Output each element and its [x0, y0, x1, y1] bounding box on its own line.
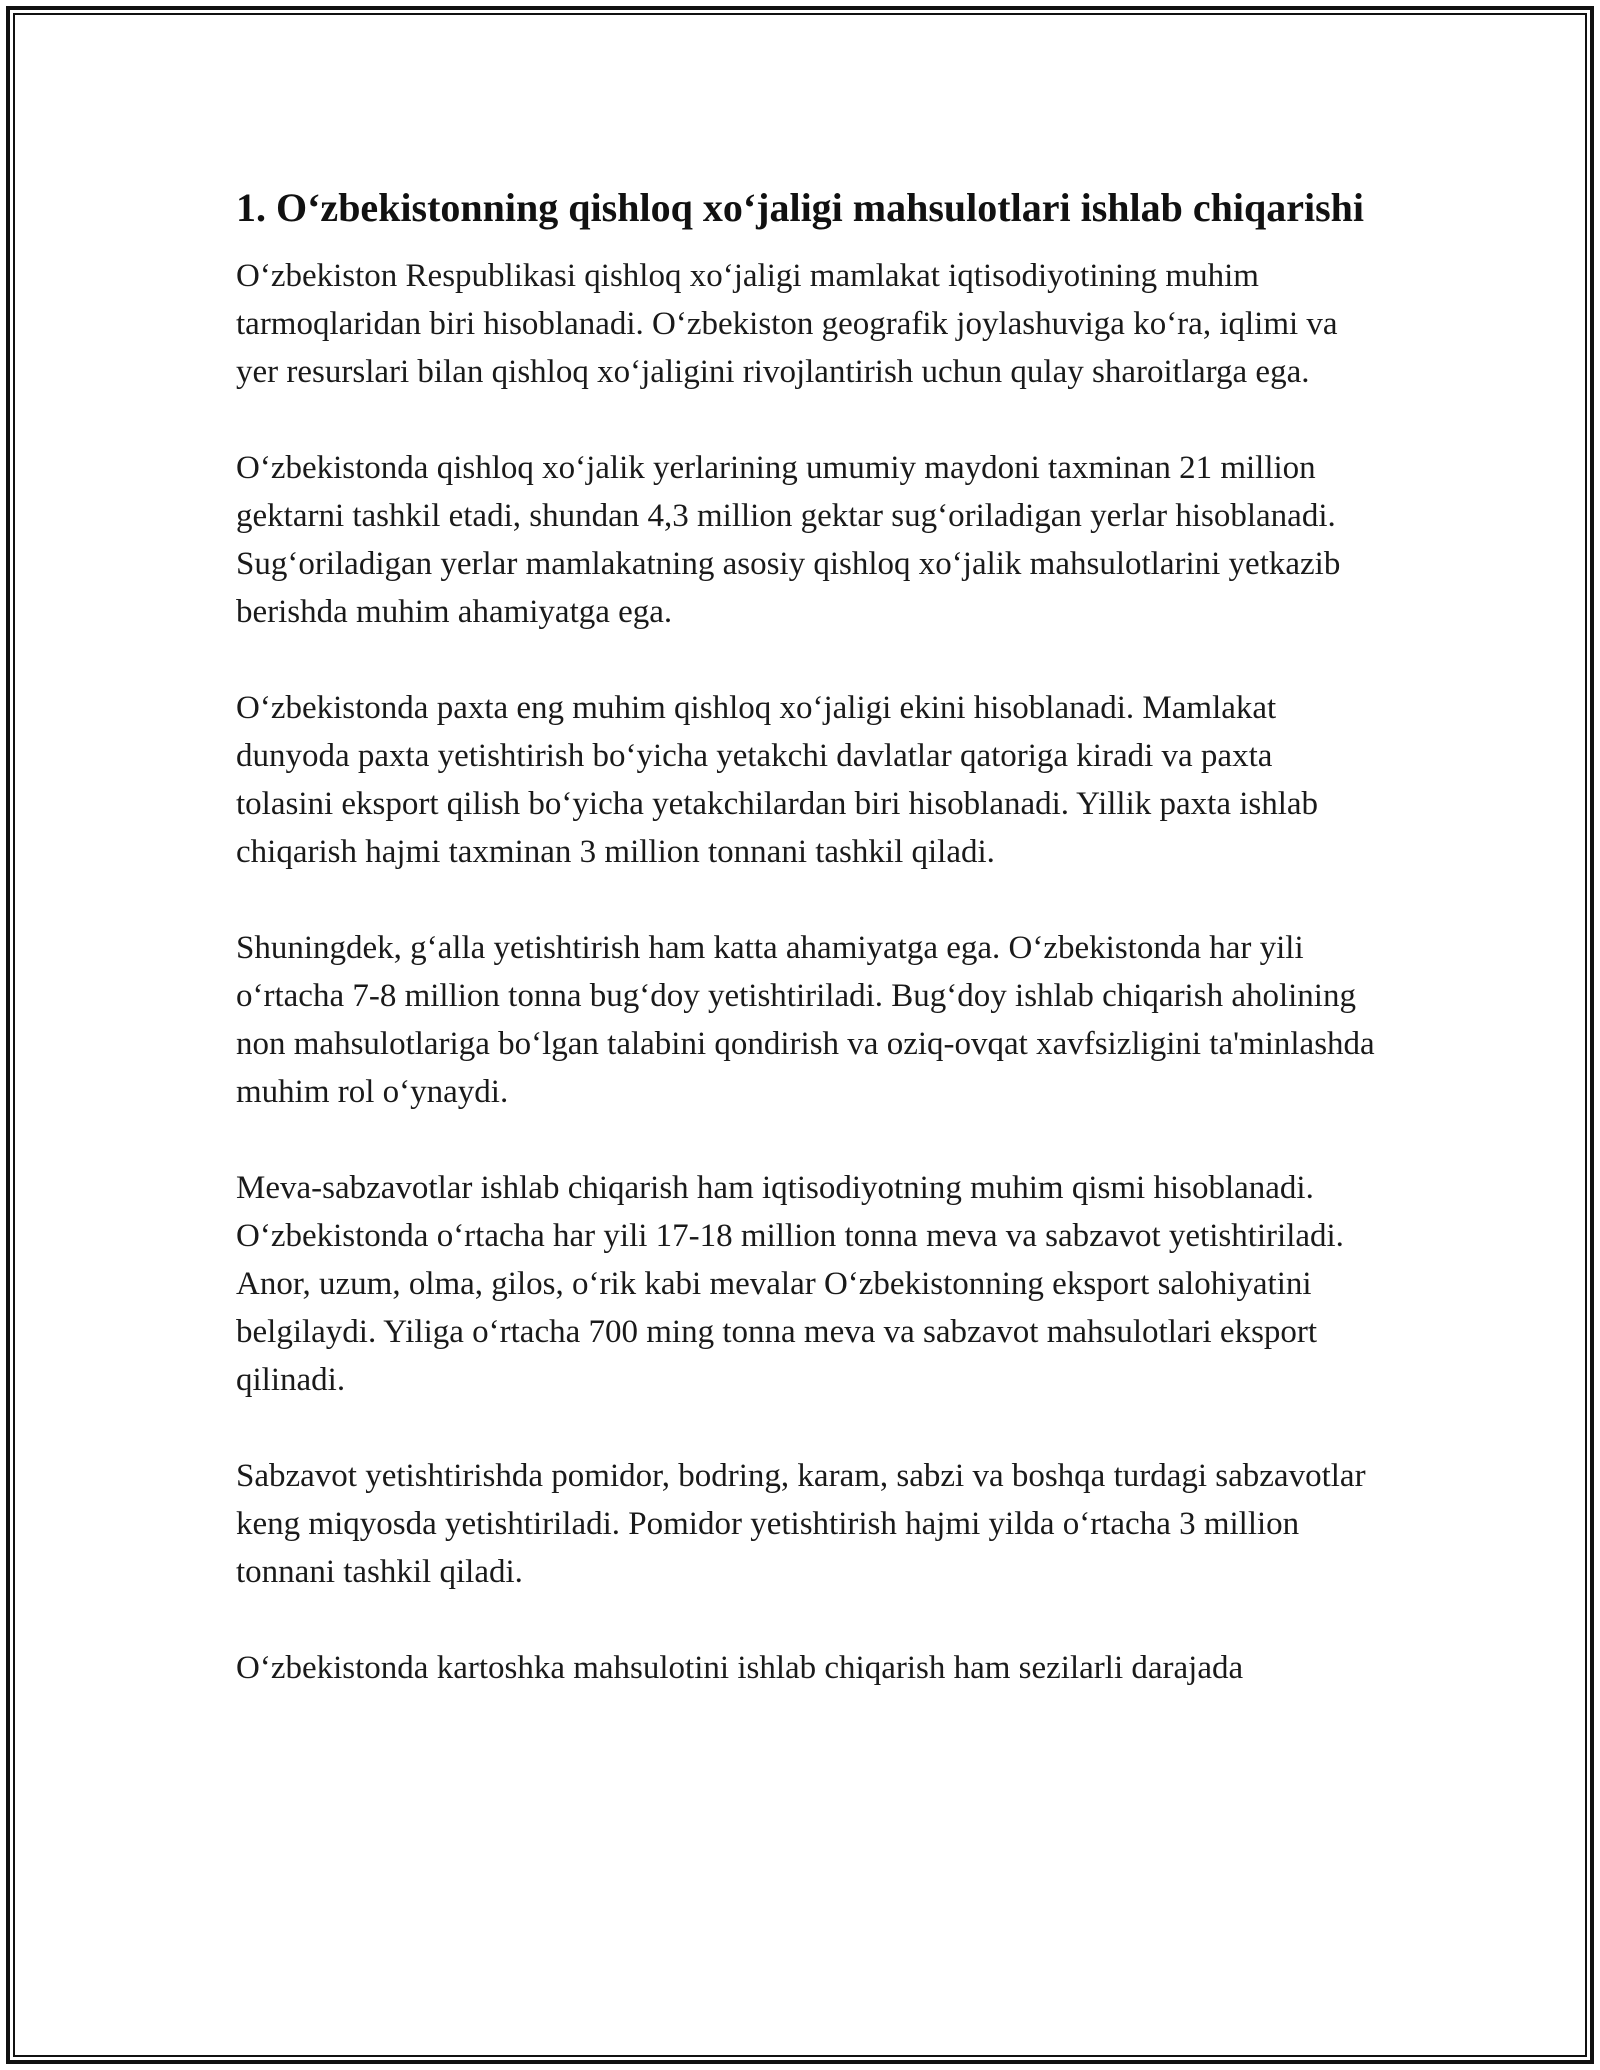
paragraph-grain: Shuningdek, g‘alla yetishtirish ham katta ahamiyatga ega. O‘zbekistonda har yili o‘rtacha 7-8 million tonna bug‘doy yetishtiriladi. Bug‘doy ishlab chiqarish aholining non mahsulotlariga bo‘lgan talabini qondirish va oziq-ovqat xavfsizligini ta'minlashda muhim rol o‘ynaydi.	[236, 930, 1375, 1110]
paragraph-cotton: O‘zbekistonda paxta eng muhim qishloq xo‘jaligi ekini hisoblanadi. Mamlakat dunyoda paxta yetishtirish bo‘yicha yetakchi davlatlar qatoriga kiradi va paxta tolasini eksport qilish bo‘yicha yetakchilardan biri hisoblanadi. Yillik paxta ishlab chiqarish hajmi taxminan 3 million tonnani tashkil qiladi.	[236, 690, 1319, 870]
section-heading: 1. O‘zbekistonning qishloq xo‘jaligi mahsulotlari ishlab chiqarishi	[236, 185, 1365, 230]
paragraph-intro: O‘zbekiston Respublikasi qishloq xo‘jaligi mamlakat iqtisodiyotining muhim tarmoqlaridan biri hisoblanadi. O‘zbekiston geografik joylashuviga ko‘ra, iqlimi va yer resurslari bilan qishloq xo‘jaligini rivojlantirish uchun qulay sharoitlarga ega.	[236, 258, 1338, 390]
paragraph-fruits-vegetables: Meva-sabzavotlar ishlab chiqarish ham iqtisodiyotning muhim qismi hisoblanadi. O‘zbekistonda o‘rtacha har yili 17-18 million tonna meva va sabzavot yetishtiriladi. Anor, uzum, olma, gilos, o‘rik kabi mevalar O‘zbekistonning eksport salohiyatini belgilaydi. Yiliga o‘rtacha 700 ming tonna meva va sabzavot mahsulotlari eksport qilinadi.	[236, 1170, 1344, 1398]
paragraph-vegetable-farming: Sabzavot yetishtirishda pomidor, bodring, karam, sabzi va boshqa turdagi sabzavotlar keng miqyosda yetishtiriladi. Pomidor yetishtirish hajmi yilda o‘rtacha 3 million tonnani tashkil qiladi.	[236, 1458, 1366, 1590]
document-body	[236, 180, 1376, 1740]
paragraph-potato: O‘zbekistonda kartoshka mahsulotini ishlab chiqarish ham sezilarli darajada	[236, 1650, 1244, 1686]
paragraph-land-area: O‘zbekistonda qishloq xo‘jalik yerlarining umumiy maydoni taxminan 21 million gektarni tashkil etadi, shundan 4,3 million gektar sug‘oriladigan yerlar hisoblanadi. Sug‘oriladigan yerlar mamlakatning asosiy qishloq xo‘jalik mahsulotlarini yetkazib berishda muhim ahamiyatga ega.	[236, 450, 1341, 630]
